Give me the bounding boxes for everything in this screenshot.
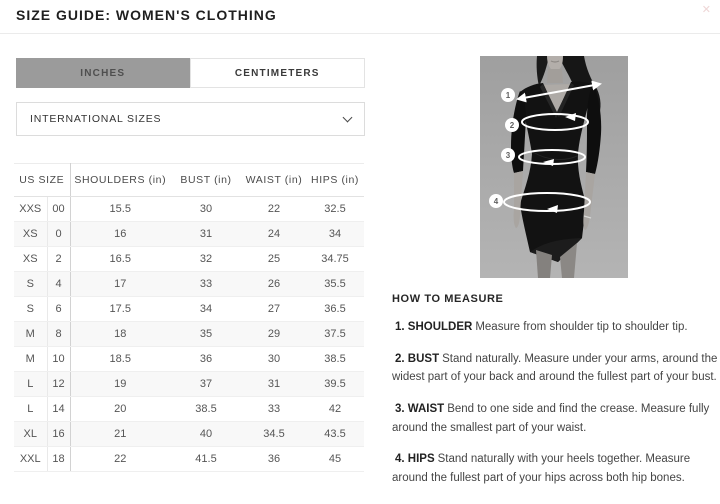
cell-hips: 38.5 [306, 347, 364, 372]
cell-us-size: 4 [47, 272, 70, 297]
cell-waist: 25 [242, 247, 306, 272]
cell-bust: 38.5 [170, 397, 242, 422]
measure-step-label: 4. HIPS [395, 453, 435, 466]
table-row [14, 372, 364, 397]
page-title: SIZE GUIDE: WOMEN'S CLOTHING [16, 7, 277, 23]
cell-shoulders: 15.5 [70, 197, 170, 222]
cell-waist: 34.5 [242, 422, 306, 447]
cell-waist: 22 [242, 197, 306, 222]
cell-shoulders: 17.5 [70, 297, 170, 322]
cell-us-size: 2 [47, 247, 70, 272]
cell-size-letter: M [14, 322, 47, 347]
measure-step-label: 3. WAIST [395, 402, 445, 415]
cell-hips: 35.5 [306, 272, 364, 297]
dropdown-selected-value: INTERNATIONAL SIZES [30, 113, 162, 125]
cell-bust: 37 [170, 372, 242, 397]
size-table-body [14, 197, 364, 472]
table-row [14, 397, 364, 422]
cell-bust: 32 [170, 247, 242, 272]
cell-size-letter: S [14, 272, 47, 297]
how-to-measure-section [392, 293, 719, 487]
cell-bust: 35 [170, 322, 242, 347]
tab-inches[interactable]: INCHES [16, 58, 190, 88]
marker-3 [501, 148, 515, 162]
col-header-us-size: US SIZE [14, 164, 70, 197]
measure-step-text: Stand naturally. Measure under your arms, around the widest part of your back and around the fullest part of your bust. [392, 352, 718, 384]
table-row [14, 222, 364, 247]
cell-shoulders: 17 [70, 272, 170, 297]
svg-text:2: 2 [509, 121, 515, 130]
figure-face [547, 56, 563, 83]
cell-shoulders: 22 [70, 447, 170, 472]
unit-tabs [16, 58, 365, 88]
cell-size-letter: XL [14, 422, 47, 447]
table-row [14, 322, 364, 347]
cell-us-size: 14 [47, 397, 70, 422]
tab-centimeters[interactable]: CENTIMETERS [190, 58, 366, 88]
cell-shoulders: 16.5 [70, 247, 170, 272]
cell-bust: 40 [170, 422, 242, 447]
cell-size-letter: XXL [14, 447, 47, 472]
marker-4 [489, 194, 503, 208]
chevron-down-icon [343, 112, 353, 122]
how-to-measure-heading: HOW TO MEASURE [392, 293, 504, 305]
cell-hips: 34.75 [306, 247, 364, 272]
cell-hips: 34 [306, 222, 364, 247]
cell-bust: 36 [170, 347, 242, 372]
measure-step-text: Measure from shoulder tip to shoulder tip. [475, 321, 688, 333]
cell-hips: 42 [306, 397, 364, 422]
cell-us-size: 6 [47, 297, 70, 322]
how-to-measure-steps [392, 318, 719, 487]
cell-us-size: 12 [47, 372, 70, 397]
col-header-hips: HIPS (in) [306, 164, 364, 197]
model-photo [480, 56, 628, 278]
cell-size-letter: XS [14, 222, 47, 247]
col-header-bust: BUST (in) [170, 164, 242, 197]
marker-1 [501, 88, 515, 102]
table-row [14, 197, 364, 222]
col-header-shoulders: SHOULDERS (in) [70, 164, 170, 197]
measure-step-label: 1. SHOULDER [395, 321, 473, 333]
measure-step [392, 350, 719, 387]
marker-2 [505, 118, 519, 132]
cell-us-size: 00 [47, 197, 70, 222]
cell-waist: 36 [242, 447, 306, 472]
cell-size-letter: M [14, 347, 47, 372]
cell-waist: 31 [242, 372, 306, 397]
svg-text:4: 4 [493, 197, 499, 206]
measure-step [392, 318, 719, 337]
measure-step-text: Bend to one side and find the crease. Measure fully around the smallest part of your waist. [392, 402, 710, 434]
cell-size-letter: XS [14, 247, 47, 272]
cell-us-size: 10 [47, 347, 70, 372]
cell-bust: 31 [170, 222, 242, 247]
table-row [14, 347, 364, 372]
cell-us-size: 18 [47, 447, 70, 472]
col-header-waist: WAIST (in) [242, 164, 306, 197]
svg-text:3: 3 [505, 151, 511, 160]
cell-hips: 37.5 [306, 322, 364, 347]
cell-shoulders: 20 [70, 397, 170, 422]
international-sizes-dropdown[interactable] [16, 102, 365, 136]
cell-size-letter: L [14, 397, 47, 422]
cell-waist: 26 [242, 272, 306, 297]
cell-us-size: 16 [47, 422, 70, 447]
cell-us-size: 8 [47, 322, 70, 347]
measure-step [392, 400, 719, 437]
table-row [14, 247, 364, 272]
cell-shoulders: 19 [70, 372, 170, 397]
table-row [14, 447, 364, 472]
header-divider [0, 33, 720, 34]
cell-waist: 24 [242, 222, 306, 247]
measure-step [392, 450, 719, 487]
table-row [14, 272, 364, 297]
measure-step-label: 2. BUST [395, 352, 440, 365]
cell-bust: 41.5 [170, 447, 242, 472]
cell-hips: 45 [306, 447, 364, 472]
cell-hips: 32.5 [306, 197, 364, 222]
cell-shoulders: 18.5 [70, 347, 170, 372]
cell-waist: 29 [242, 322, 306, 347]
table-row [14, 297, 364, 322]
table-row [14, 422, 364, 447]
cell-shoulders: 16 [70, 222, 170, 247]
close-icon[interactable]: ✕ [701, 4, 711, 16]
cell-bust: 33 [170, 272, 242, 297]
cell-size-letter: S [14, 297, 47, 322]
cell-size-letter: XXS [14, 197, 47, 222]
cell-hips: 36.5 [306, 297, 364, 322]
measure-step-text: Stand naturally with your heels together. Measure around the fullest part of your hips across both hip bones. [392, 453, 691, 484]
cell-hips: 43.5 [306, 422, 364, 447]
cell-bust: 30 [170, 197, 242, 222]
cell-us-size: 0 [47, 222, 70, 247]
cell-bust: 34 [170, 297, 242, 322]
cell-hips: 39.5 [306, 372, 364, 397]
cell-shoulders: 21 [70, 422, 170, 447]
cell-waist: 27 [242, 297, 306, 322]
cell-waist: 33 [242, 397, 306, 422]
table-header-row [14, 164, 364, 197]
svg-text:1: 1 [505, 91, 511, 100]
cell-shoulders: 18 [70, 322, 170, 347]
cell-size-letter: L [14, 372, 47, 397]
cell-waist: 30 [242, 347, 306, 372]
size-table [14, 163, 364, 472]
